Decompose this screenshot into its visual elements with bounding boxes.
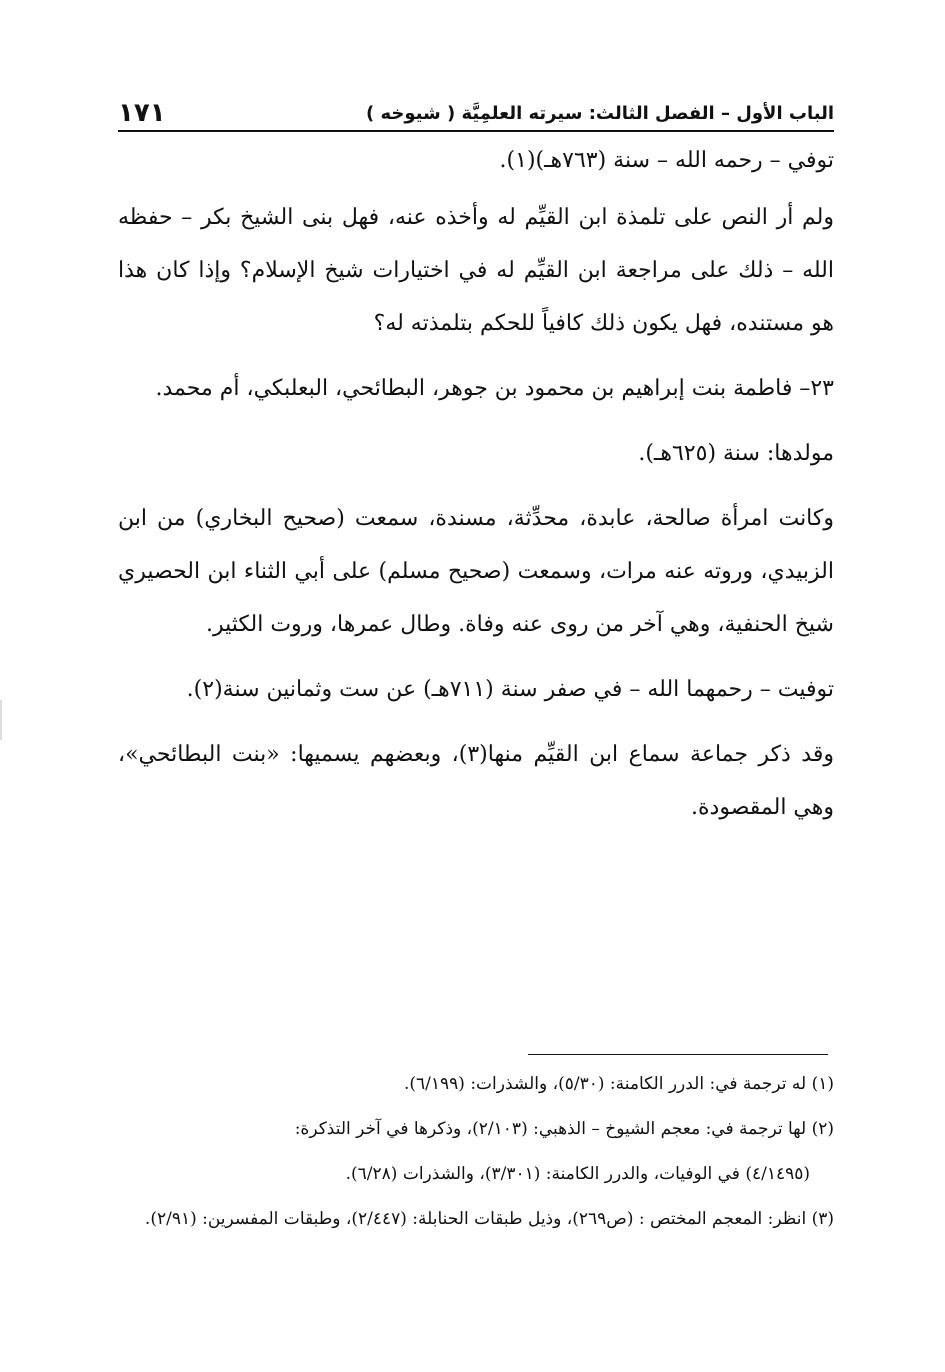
page-number: ١٧١ [118, 98, 166, 128]
paragraph: توفيت – رحمهما الله – في صفر سنة (٧١١هـ) عن ست وثمانين سنة(٢). [186, 677, 834, 702]
main-text [118, 134, 834, 846]
paragraph: ولم أر النص على تلمذة ابن القيِّم له وأخذه عنه، فهل بنى الشيخ بكر – حفظه الله – ذلك على مراجعة ابن القيِّم له في اختيارات شيخ الإسلام؟ وإذا كان هذا هو مستنده، فهل يكون ذلك كافياً للحكم بتلمذته له؟ [118, 205, 834, 336]
footnote: (١) له ترجمة في: الدرر الكامنة: (٥/٣٠)، والشذرات: (٦/١٩٩). [403, 1074, 834, 1094]
paragraph: وقد ذكر جماعة سماع ابن القيِّم منها(٣)، وبعضهم يسميها: «بنت البطائحي»، وهي المقصودة. [118, 742, 834, 820]
header-divider [118, 130, 834, 132]
footnote-continuation: (٤/١٤٩٥) في الوفيات، والدرر الكامنة: (٣/٣٠١)، والشذرات (٦/٢٨). [345, 1164, 810, 1184]
paragraph: ٢٣– فاطمة بنت إبراهيم بن محمود بن جوهر، البطائحي، البعلبكي، أم محمد. [155, 376, 834, 401]
footnote: (٢) لها ترجمة في: معجم الشيوخ – الذهبي: (٢/١٠٣)، وذكرها في آخر التذكرة: [294, 1119, 834, 1139]
footnote: (٣) انظر: المعجم المختص : (ص٢٦٩)، وذيل طبقات الحنابلة: (٢/٤٤٧)، وطبقات المفسرين: (٢/٩١). [144, 1209, 834, 1229]
scan-edge-mark [0, 700, 2, 740]
footnotes [118, 1062, 834, 1242]
running-title: الباب الأول – الفصل الثالث: سيرته العلمِيَّة ( شيوخه ) [366, 102, 834, 124]
paragraph: وكانت امرأة صالحة، عابدة، محدِّثة، مسندة، سمعت (صحيح البخاري) من ابن الزبيدي، وروته عنه مرات، وسمعت (صحيح مسلم) على أبي الثناء ابن الحصيري شيخ الحنفية، وهي آخر من روى عنه وفاة. وطال عمرها، وروت الكثير. [118, 506, 834, 637]
paragraph: مولدها: سنة (٦٢٥هـ). [638, 441, 834, 466]
paragraph: توفي – رحمه الله – سنة (٧٦٣هـ)(١). [499, 148, 834, 173]
footnote-divider [528, 1054, 828, 1055]
page-header [118, 96, 834, 130]
